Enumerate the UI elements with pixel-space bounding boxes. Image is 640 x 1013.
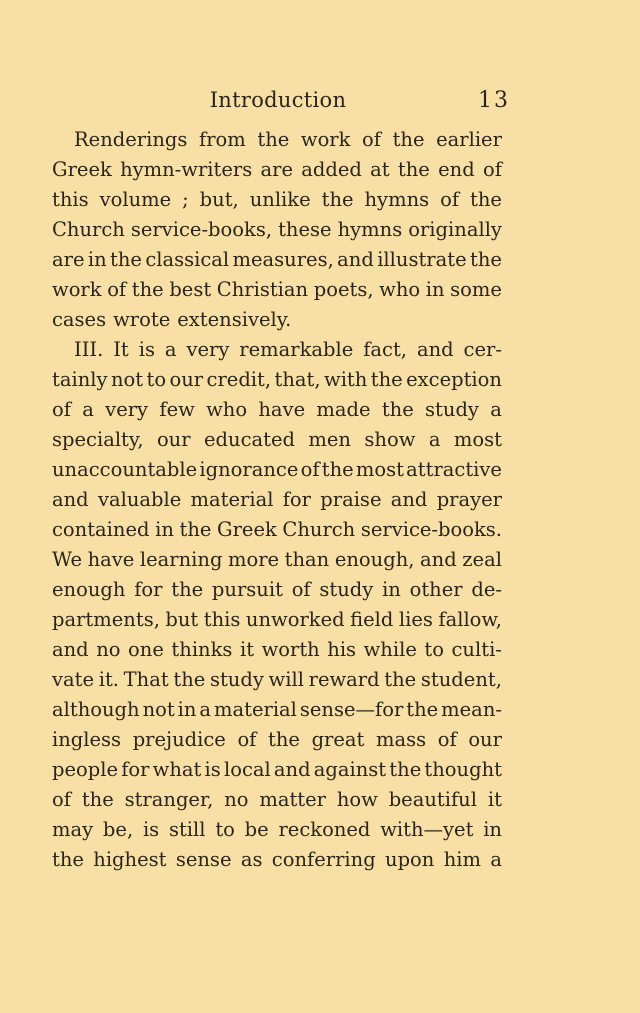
word: pursuit (211, 578, 283, 601)
word: while (363, 638, 417, 661)
text-line (52, 755, 502, 785)
word: be (244, 818, 269, 841)
word: the (131, 278, 164, 301)
word: great (311, 728, 365, 751)
word: valuable (97, 488, 182, 511)
word: prayer (436, 488, 502, 511)
text-line (52, 635, 502, 665)
word: will (268, 668, 304, 691)
word: learning (139, 548, 223, 571)
word: the (406, 698, 439, 721)
word: a (82, 398, 94, 421)
word: most (355, 458, 404, 481)
text-line (52, 605, 502, 635)
word: material (214, 698, 297, 721)
word: although (52, 698, 140, 721)
word: student, (420, 668, 502, 691)
word: in (382, 578, 401, 601)
word: it. (98, 668, 119, 691)
word: to (215, 818, 235, 841)
word: our (468, 728, 502, 751)
word: the (381, 398, 414, 421)
word: of (291, 578, 311, 601)
word: end (438, 158, 475, 181)
word: the (397, 158, 430, 181)
word: matter (259, 788, 326, 811)
word: ; (182, 188, 189, 211)
text-line (52, 845, 502, 875)
word: Greek (52, 158, 112, 181)
text-line (52, 395, 502, 425)
word: be, (102, 818, 134, 841)
word: added (301, 158, 362, 181)
word: the (392, 128, 425, 151)
word: of (300, 458, 320, 481)
word: in (87, 248, 107, 271)
word: conferring (271, 848, 376, 871)
word: show (364, 428, 416, 451)
word: extensively. (177, 308, 292, 331)
word: attractive (406, 458, 502, 481)
word: it (239, 638, 255, 661)
word: who (379, 278, 421, 301)
word: fact, (363, 338, 408, 361)
word: in (425, 278, 445, 301)
word: but, (199, 188, 239, 211)
word: local (223, 758, 271, 781)
word: hymn-writers (120, 158, 253, 181)
word: against (313, 758, 387, 781)
running-header-title: Introduction (209, 88, 347, 112)
word: a (428, 428, 441, 451)
word: material (190, 488, 274, 511)
word: the (389, 758, 422, 781)
word: and (273, 758, 311, 781)
word: unworked (245, 608, 345, 631)
word: the (171, 578, 204, 601)
word: men (308, 428, 351, 451)
word: earlier (436, 128, 502, 151)
word: lies (398, 608, 433, 631)
word: work (300, 128, 351, 151)
word: reward (308, 668, 380, 691)
word: for (282, 488, 311, 511)
word: it (487, 788, 502, 811)
word: of (437, 728, 457, 751)
word: the (268, 728, 300, 751)
word: in (177, 698, 197, 721)
word: the (173, 668, 206, 691)
word: and (337, 248, 374, 271)
text-line (52, 335, 502, 365)
text-line (52, 455, 502, 485)
word: from (199, 128, 246, 151)
word: a (164, 338, 177, 361)
word: sense (175, 848, 232, 871)
word: the (469, 248, 502, 271)
word: fallow, (438, 608, 502, 631)
word: the (321, 458, 354, 481)
text-line (52, 575, 502, 605)
word: wrote (113, 308, 171, 331)
word: cases (52, 308, 107, 331)
word: is (138, 338, 155, 361)
word: the (384, 668, 417, 691)
text-line (52, 515, 502, 545)
word: mean- (441, 698, 502, 721)
word: no (224, 788, 249, 811)
word: of (237, 728, 257, 751)
word: enough, (334, 548, 415, 571)
word: a (490, 398, 502, 421)
word: of (362, 128, 381, 151)
word: than (284, 548, 330, 571)
text-line (52, 725, 502, 755)
word: not (142, 698, 175, 721)
word: for (121, 758, 150, 781)
word: mass (375, 728, 427, 751)
word: service-books. (360, 518, 502, 541)
text-line (52, 695, 502, 725)
word: originally (408, 218, 502, 241)
word: of (52, 398, 71, 421)
word: enough (52, 578, 126, 601)
word: Christian (216, 278, 309, 301)
word: our (169, 368, 204, 391)
word: highest (93, 848, 167, 871)
word: what (152, 758, 202, 781)
word: prejudice (132, 728, 226, 751)
word: and (52, 638, 89, 661)
text-line (52, 245, 502, 275)
word: this (52, 188, 89, 211)
word: and (52, 488, 89, 511)
word: We (52, 548, 82, 571)
word: reckoned (278, 818, 371, 841)
word: still (168, 818, 206, 841)
word: study (319, 578, 374, 601)
word: the (470, 188, 502, 211)
text-line (52, 665, 502, 695)
page-number: 13 (478, 88, 510, 113)
word: the (110, 248, 142, 271)
word: volume (99, 188, 172, 211)
text-line (52, 275, 502, 305)
word: That (123, 668, 169, 691)
word: cer- (463, 338, 502, 361)
word: the (257, 128, 290, 151)
word: classical (145, 248, 230, 271)
word: this (203, 608, 241, 631)
word: in (155, 518, 174, 541)
word: stranger, (124, 788, 214, 811)
body-text (52, 125, 502, 875)
word: other (409, 578, 463, 601)
word: few (159, 398, 195, 421)
word: not (110, 368, 144, 391)
word: ignorance (199, 458, 299, 481)
word: hymns (337, 218, 403, 241)
text-line (52, 545, 502, 575)
word: work (52, 278, 102, 301)
word: III. (74, 338, 104, 361)
word: to (424, 638, 444, 661)
word: tainly (52, 368, 108, 391)
word: with (324, 368, 368, 391)
word: vate (52, 668, 95, 691)
word: illustrate (377, 248, 467, 271)
word: praise (320, 488, 382, 511)
word: the (370, 368, 403, 391)
word: the (81, 788, 114, 811)
running-header (52, 86, 510, 122)
word: our (156, 428, 191, 451)
word: Renderings (74, 128, 188, 151)
word: unaccountable (52, 458, 198, 481)
word: people (52, 758, 119, 781)
word: more (228, 548, 280, 571)
word: is (142, 818, 160, 841)
word: zeal (462, 548, 502, 571)
word: made (316, 398, 371, 421)
word: no (96, 638, 121, 661)
word: him (443, 848, 481, 871)
word: with—yet (380, 818, 474, 841)
word: service-books, (130, 218, 273, 241)
word: best (169, 278, 212, 301)
word: of (52, 788, 71, 811)
word: one (128, 638, 164, 661)
word: Church (282, 518, 356, 541)
word: at (370, 158, 390, 181)
word: credit, (206, 368, 272, 391)
word: upon (385, 848, 435, 871)
word: in (483, 818, 502, 841)
word: but (165, 608, 199, 631)
word: de- (471, 578, 502, 601)
text-line (52, 365, 502, 395)
word: and (420, 548, 457, 571)
word: are (52, 248, 85, 271)
text-line (52, 815, 502, 845)
word: how (336, 788, 378, 811)
word: thinks (171, 638, 233, 661)
word: ingless (52, 728, 122, 751)
word: educated (203, 428, 295, 451)
word: are (260, 158, 293, 181)
word: a (199, 698, 212, 721)
word: sense—for (299, 698, 404, 721)
word: of (107, 278, 127, 301)
word: is (204, 758, 221, 781)
word: study (209, 668, 264, 691)
word: who (206, 398, 248, 421)
word: exception (406, 368, 502, 391)
text-line (52, 185, 502, 215)
word: as (240, 848, 263, 871)
word: of (440, 188, 460, 211)
word: measures, (232, 248, 334, 271)
text-line (52, 155, 502, 185)
word: his (327, 638, 357, 661)
word: for (134, 578, 163, 601)
word: have (258, 398, 306, 421)
text-line (52, 485, 502, 515)
word: may (52, 818, 94, 841)
word: a (490, 848, 502, 871)
word: partments, (52, 608, 160, 631)
word: beautiful (388, 788, 477, 811)
text-line (52, 215, 502, 245)
word: have (87, 548, 135, 571)
word: some (450, 278, 502, 301)
text-line (52, 425, 502, 455)
word: specialty, (52, 428, 144, 451)
word: worth (261, 638, 320, 661)
word: study (425, 398, 479, 421)
word: the (321, 188, 354, 211)
word: and (390, 488, 428, 511)
word: remarkable (239, 338, 354, 361)
word: unlike (249, 188, 311, 211)
word: and (416, 338, 454, 361)
word: poets, (313, 278, 374, 301)
word: these (278, 218, 332, 241)
word: field (350, 608, 394, 631)
word: contained (52, 518, 150, 541)
text-line (52, 305, 502, 335)
word: Church (52, 218, 125, 241)
word: very (186, 338, 230, 361)
word: most (453, 428, 502, 451)
word: the (52, 848, 84, 871)
word: hymns (364, 188, 430, 211)
word: of (482, 158, 502, 181)
word: to (146, 368, 167, 391)
word: It (113, 338, 129, 361)
text-line (52, 785, 502, 815)
word: the (179, 518, 212, 541)
word: thought (424, 758, 502, 781)
word: very (105, 398, 149, 421)
word: that, (274, 368, 321, 391)
word: culti- (451, 638, 502, 661)
text-line (52, 125, 502, 155)
word: Greek (217, 518, 277, 541)
